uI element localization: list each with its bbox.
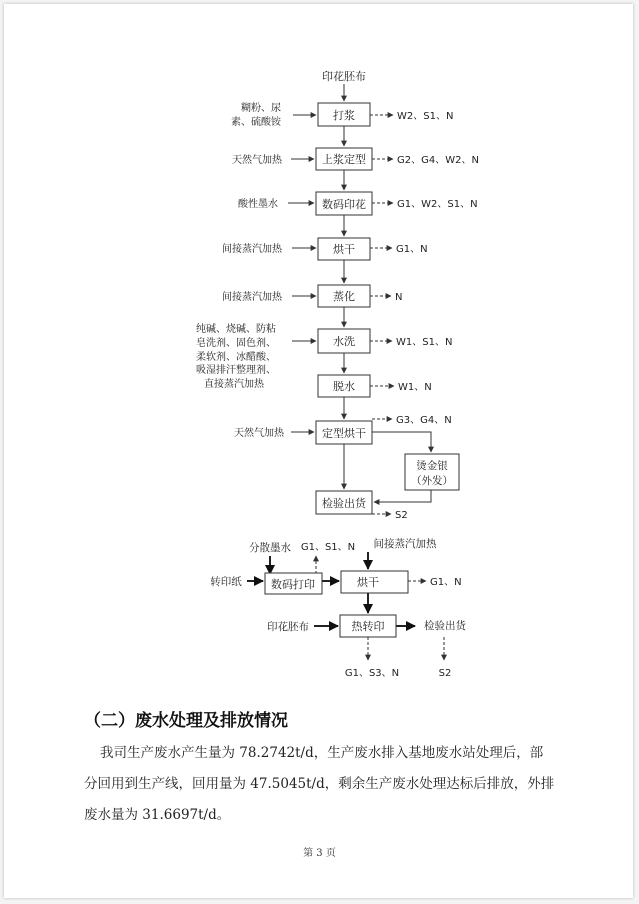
paragraph-line-3: 废水量为 31.6697t/d。 — [84, 807, 231, 823]
step-input-washing-1: 纯碱、烧碱、防粘 — [196, 324, 276, 335]
flow2-steam-label: 间接蒸汽加热 — [373, 538, 437, 550]
side-box-line-2: （外发） — [411, 475, 453, 487]
flow2-paper-label: 转印纸 — [210, 576, 242, 588]
flow2-print-output: G1、S1、N — [300, 542, 356, 553]
flow2-ship-label: 检验出货 — [424, 620, 466, 632]
wastewater-paragraph — [84, 738, 612, 831]
step-output-beating: W2、S1、N — [397, 111, 454, 122]
flow1-top-input: 印花胚布 — [322, 70, 366, 83]
step-label-drying: 烘干 — [333, 243, 355, 256]
step-output-inspection-shipping: S2 — [395, 510, 408, 521]
flow2-dry-box-label: 烘干 — [357, 576, 379, 589]
step-output-washing: W1、S1、N — [396, 337, 453, 348]
step-label-sizing: 上浆定型 — [322, 153, 366, 166]
flow2-ink-label: 分散墨水 — [249, 542, 291, 554]
step-label-dewatering: 脱水 — [333, 380, 355, 393]
step-input-washing-2: 皂洗剂、固色剂、 — [196, 338, 276, 349]
paragraph-line-1: 我司生产废水产生量为 78.2742t/d，生产废水排入基地废水站处理后，部 — [100, 745, 544, 761]
step-input-digital-printing: 酸性墨水 — [238, 199, 278, 210]
flow2-dry-output: G1、N — [430, 577, 462, 588]
step-output-digital-printing: G1、W2、S1、N — [397, 199, 478, 210]
flow2-ship-output: S2 — [438, 668, 452, 679]
step-label-steaming: 蒸化 — [333, 290, 355, 303]
step-label-beating: 打浆 — [333, 109, 355, 122]
flow2-print-box-label: 数码打印 — [271, 578, 315, 591]
step-input-washing-4: 吸湿排汗整理剂、 — [196, 365, 276, 376]
step-output-drying: G1、N — [396, 244, 428, 255]
paragraph-line-2: 分回用到生产线，回用量为 47.5045t/d，剩余生产废水处理达标后排放，外排 — [84, 776, 555, 792]
step-output-setting-drying: G3、G4、N — [396, 415, 452, 426]
flow2-fabric-label: 印花胚布 — [267, 621, 309, 633]
step-input-sizing: 天然气加热 — [232, 155, 282, 166]
step-input-beating-1: 糊粉、尿 — [241, 103, 281, 114]
step-input-drying: 间接蒸汽加热 — [222, 244, 282, 255]
step-input-beating-2: 素、硫酸铵 — [231, 117, 281, 128]
page-number: 第 3 页 — [303, 848, 336, 859]
side-box-line-1: 烫金银 — [416, 460, 448, 472]
step-input-washing-5: 直接蒸汽加热 — [204, 379, 264, 390]
step-output-sizing: G2、G4、W2、N — [397, 155, 479, 166]
flow2-transfer-output: G1、S3、N — [344, 668, 400, 679]
flow2-transfer-box-label: 热转印 — [351, 620, 385, 633]
step-input-setting-drying: 天然气加热 — [234, 428, 284, 439]
step-label-washing: 水洗 — [333, 335, 355, 348]
step-output-dewatering: W1、N — [398, 382, 432, 393]
step-input-washing-3: 柔软剂、冰醋酸、 — [196, 352, 276, 363]
step-input-steaming: 间接蒸汽加热 — [222, 292, 282, 303]
step-label-setting-drying: 定型烘干 — [322, 427, 366, 440]
section-title: （二）废水处理及排放情况 — [84, 711, 288, 731]
step-label-digital-printing: 数码印花 — [322, 198, 366, 211]
step-output-steaming: N — [395, 292, 403, 303]
step-label-inspection-shipping: 检验出货 — [322, 497, 366, 510]
